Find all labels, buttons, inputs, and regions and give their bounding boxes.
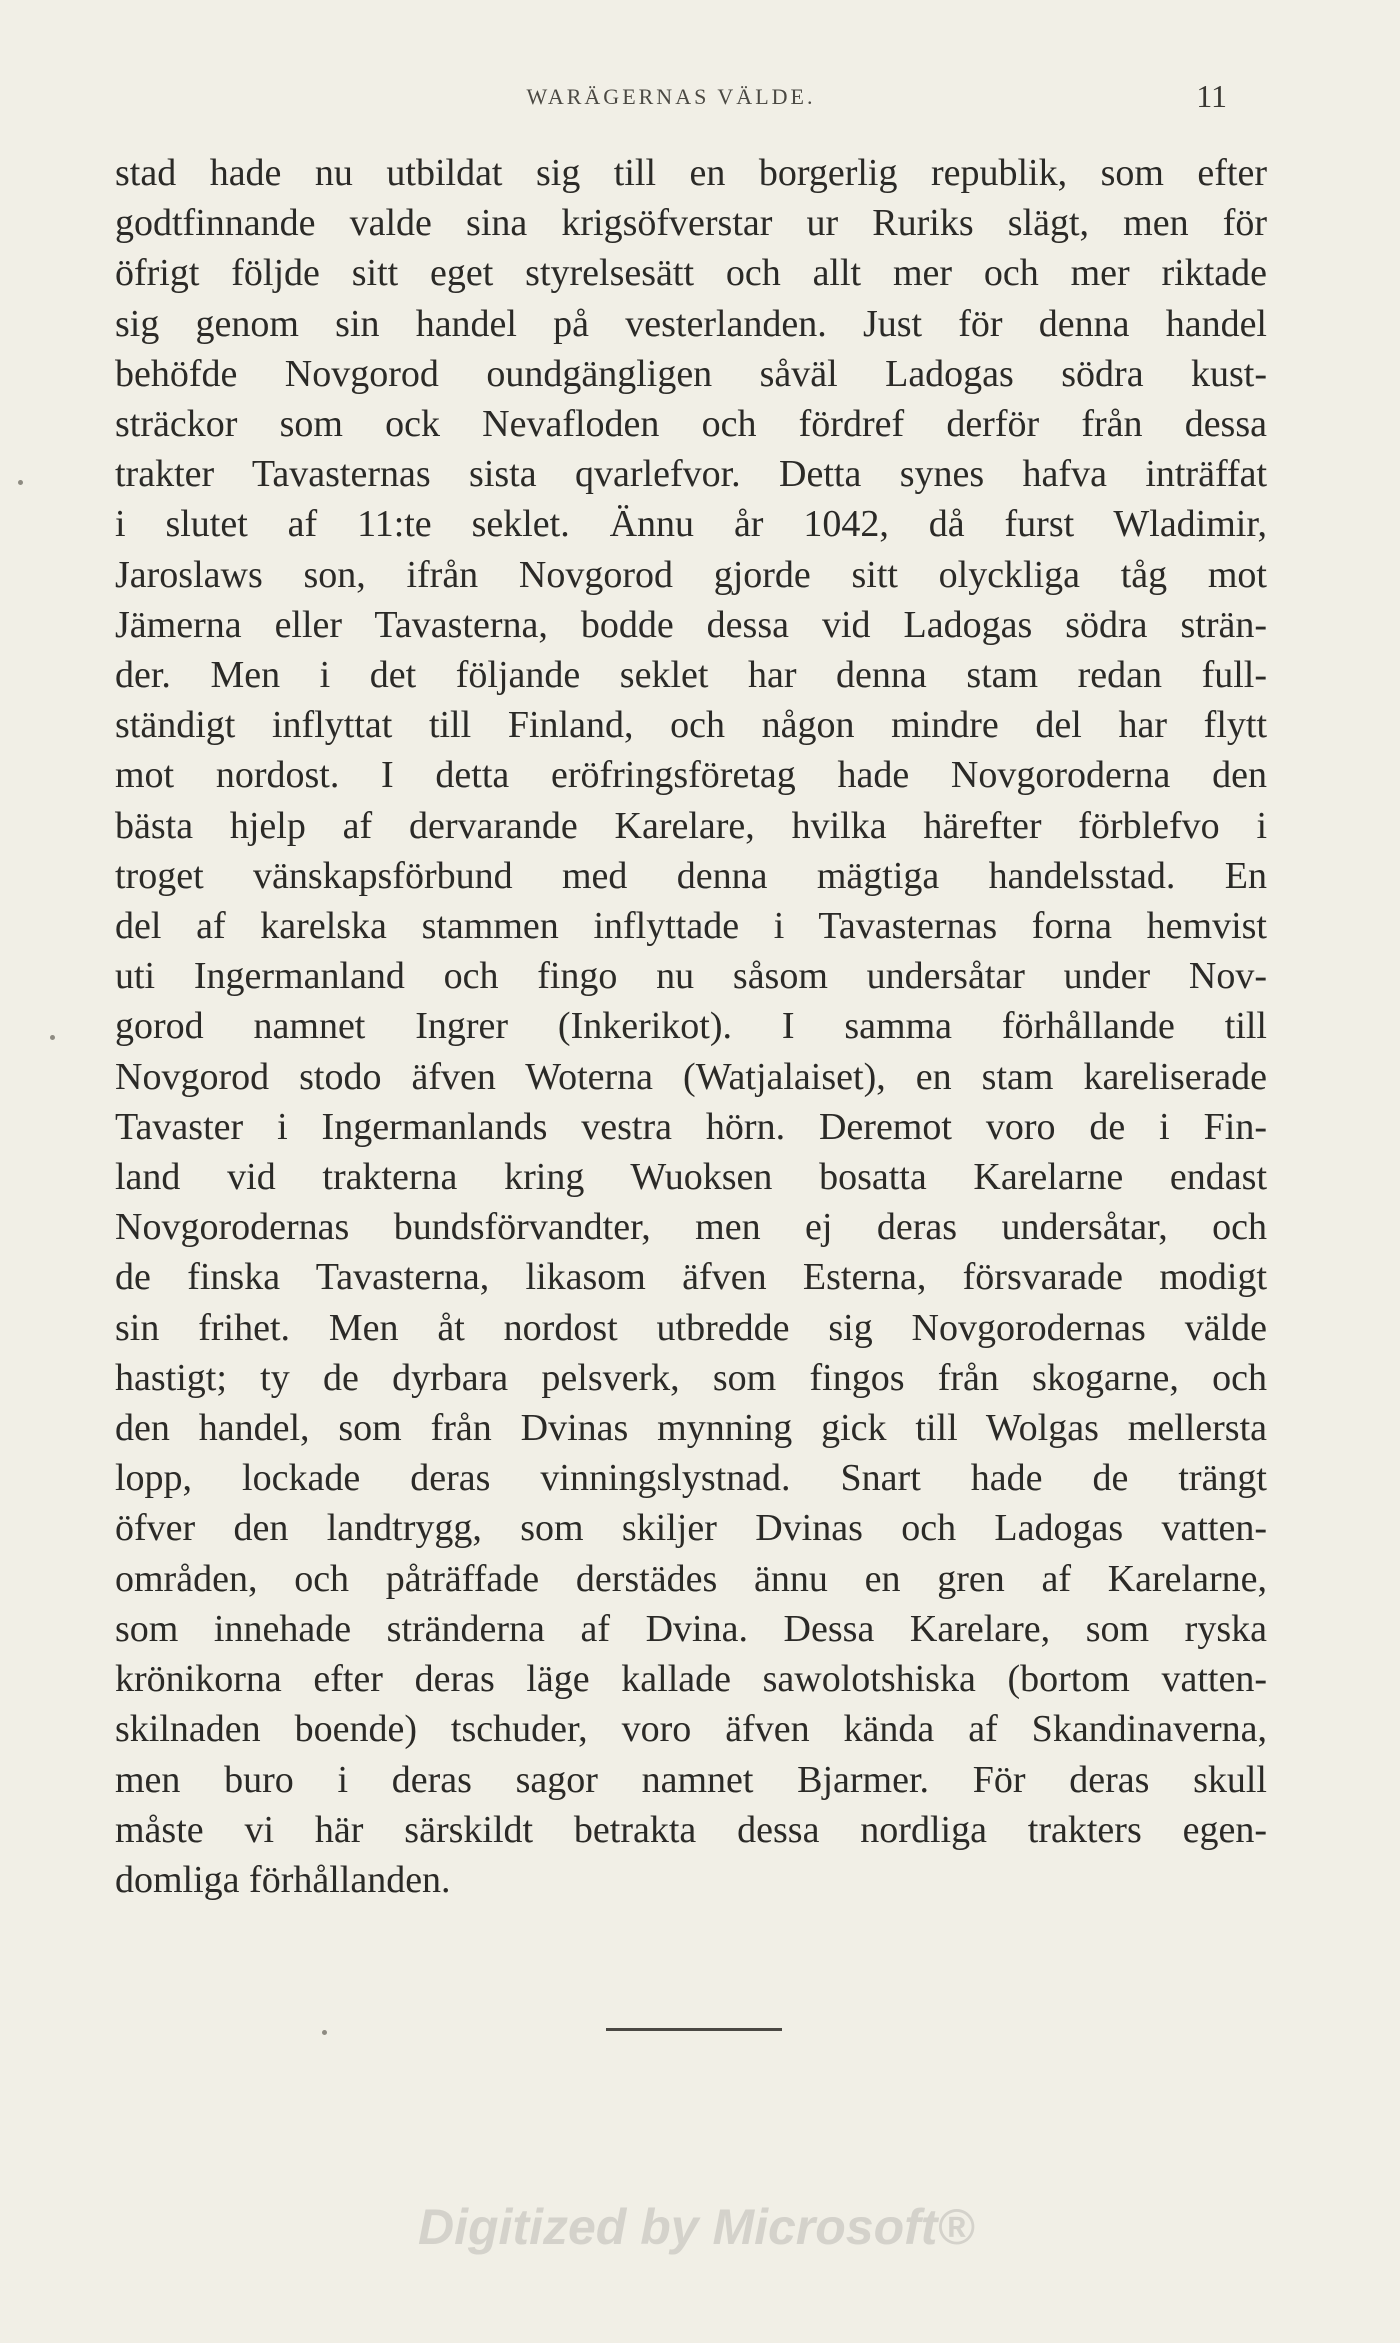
text-line: de finska Tavasterna, likasom äfven Esterna, försvarade modigt xyxy=(115,1256,1267,1299)
text-line: skilnaden boende) tschuder, voro äfven kända af Skandinaverna, xyxy=(115,1708,1267,1751)
text-line: godtfinnande valde sina krigsöfverstar ur Ruriks slägt, men för xyxy=(115,202,1267,245)
text-line: Tavaster i Ingermanlands vestra hörn. Deremot voro de i Fin- xyxy=(115,1105,1267,1148)
text-line: stad hade nu utbildat sig till en borgerlig republik, som efter xyxy=(115,152,1267,194)
text-line: trakter Tavasternas sista qvarlefvor. Detta synes hafva inträffat xyxy=(115,453,1267,496)
text-line: uti Ingermanland och fingo nu såsom undersåtar under Nov- xyxy=(115,955,1267,998)
text-line: der. Men i det följande seklet har denna stam redan full- xyxy=(115,654,1267,697)
text-line: Jämerna eller Tavasterna, bodde dessa vid Ladogas södra strän- xyxy=(115,603,1267,646)
speck xyxy=(18,480,23,485)
speck xyxy=(322,2030,327,2035)
text-line: som innehade stränderna af Dvina. Dessa Karelare, som ryska xyxy=(115,1607,1267,1650)
body-text xyxy=(115,148,1267,1905)
text-line: Novgorod stodo äfven Woterna (Watjalaiset), en stam kareliserade xyxy=(115,1055,1267,1098)
text-line: domliga förhållanden. xyxy=(115,1858,451,1901)
text-line: hastigt; ty de dyrbara pelsverk, som fingos från skogarne, och xyxy=(115,1356,1267,1399)
text-line: behöfde Novgorod oundgängligen såväl Ladogas södra kust- xyxy=(115,352,1267,395)
text-line: i slutet af 11:te seklet. Ännu år 1042, då furst Wladimir, xyxy=(115,503,1267,546)
text-line: troget vänskapsförbund med denna mägtiga handelsstad. En xyxy=(115,854,1267,897)
text-line: lopp, lockade deras vinningslystnad. Snart hade de trängt xyxy=(115,1457,1267,1500)
speck xyxy=(50,1035,55,1040)
text-line: öfrigt följde sitt eget styrelsesätt och allt mer och mer riktade xyxy=(115,252,1267,295)
text-line: sträckor som ock Nevafloden och fördref derför från dessa xyxy=(115,403,1267,446)
text-line: Novgorodernas bundsförvandter, men ej deras undersåtar, och xyxy=(115,1206,1267,1249)
digitization-watermark: Digitized by Microsoft® xyxy=(418,2199,975,2255)
text-line: sig genom sin handel på vesterlanden. Just för denna handel xyxy=(115,302,1267,345)
text-line: den handel, som från Dvinas mynning gick till Wolgas mellersta xyxy=(115,1407,1267,1450)
end-rule xyxy=(606,2028,782,2031)
text-line: måste vi här särskildt betrakta dessa nordliga trakters egen- xyxy=(115,1808,1267,1851)
text-line: land vid trakterna kring Wuoksen bosatta Karelarne endast xyxy=(115,1156,1267,1199)
running-head: WARÄGERNAS VÄLDE. xyxy=(526,84,816,109)
page-header xyxy=(115,78,1227,118)
text-line: gorod namnet Ingrer (Inkerikot). I samma förhållande till xyxy=(115,1005,1267,1048)
page-number: 11 xyxy=(1196,78,1227,114)
text-line: öfver den landtrygg, som skiljer Dvinas och Ladogas vatten- xyxy=(115,1507,1267,1550)
text-line: ständigt inflyttat till Finland, och någon mindre del har flytt xyxy=(115,704,1267,747)
text-line: områden, och påträffade derstädes ännu en gren af Karelarne, xyxy=(115,1557,1267,1600)
text-line: men buro i deras sagor namnet Bjarmer. För deras skull xyxy=(115,1758,1267,1801)
text-line: krönikorna efter deras läge kallade sawolotshiska (bortom vatten- xyxy=(115,1658,1267,1701)
text-line: sin frihet. Men åt nordost utbredde sig Novgorodernas välde xyxy=(115,1306,1267,1349)
text-line: Jaroslaws son, ifrån Novgorod gjorde sitt olyckliga tåg mot xyxy=(115,553,1267,596)
text-line: del af karelska stammen inflyttade i Tavasternas forna hemvist xyxy=(115,905,1267,948)
text-line: bästa hjelp af dervarande Karelare, hvilka härefter förblefvo i xyxy=(115,804,1267,847)
text-line: mot nordost. I detta eröfringsföretag hade Novgoroderna den xyxy=(115,754,1267,797)
